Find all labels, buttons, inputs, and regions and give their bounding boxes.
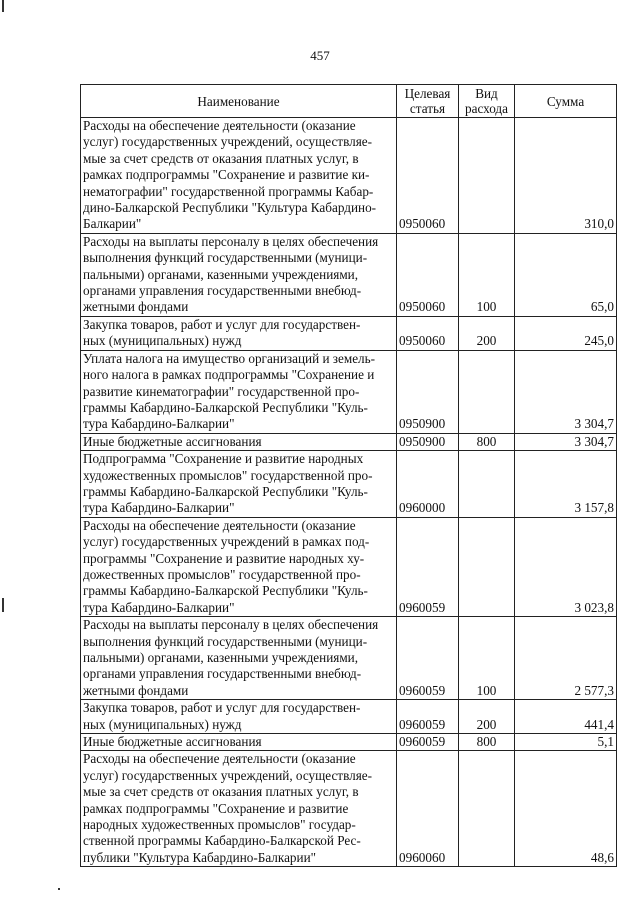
row-sum: 245,0 <box>515 316 617 350</box>
row-target-article: 0960060 <box>397 751 459 867</box>
row-target-article: 0950060 <box>397 233 459 316</box>
row-sum: 48,6 <box>515 751 617 867</box>
table-header-row <box>81 85 617 118</box>
row-expense-type <box>459 451 515 518</box>
scan-dot <box>58 888 60 890</box>
row-expense-type <box>459 350 515 433</box>
row-name: Расходы на выплаты персоналу в целях обеспечения выполнения функций государственными (муници- пальными) органами, казенными учреждениями, органами управления государственными внебюд- жетными фондами <box>81 233 397 316</box>
row-sum: 3 023,8 <box>515 517 617 616</box>
table-row <box>81 233 617 316</box>
table-row <box>81 734 617 751</box>
row-name: Расходы на обеспечение деятельности (оказание услуг) государственных учреждений в рамках под- программы "Сохранение и развитие народных ху- дожественных промыслов" государственной про- граммы Кабардино-Балкарской Республики "Куль- тура Кабардино-Балкарии" <box>81 517 397 616</box>
table-row <box>81 617 617 700</box>
table-row <box>81 751 617 867</box>
page-number: 457 <box>310 48 330 63</box>
row-sum: 3 304,7 <box>515 350 617 433</box>
row-sum: 3 304,7 <box>515 433 617 450</box>
scan-edge-mark-top <box>2 0 4 12</box>
row-expense-type <box>459 751 515 867</box>
row-target-article: 0950900 <box>397 350 459 433</box>
row-sum: 65,0 <box>515 233 617 316</box>
row-sum: 3 157,8 <box>515 451 617 518</box>
row-target-article: 0960059 <box>397 734 459 751</box>
table-row <box>81 517 617 616</box>
row-name: Расходы на обеспечение деятельности (оказание услуг) государственных учреждений, осуществляе- мые за счет средств от оказания платных услуг, в рамках подпрограммы "Сохранение и развитие ки- нематографии" государственной программы Кабар- дино-Балкарской Республики "Культура Кабардино- Балкарии" <box>81 118 397 234</box>
table-row <box>81 433 617 450</box>
table-row <box>81 316 617 350</box>
row-name: Закупка товаров, работ и услуг для государствен- ных (муниципальных) нужд <box>81 316 397 350</box>
row-name: Иные бюджетные ассигнования <box>81 433 397 450</box>
row-target-article: 0950900 <box>397 433 459 450</box>
row-sum: 441,4 <box>515 700 617 734</box>
row-sum: 5,1 <box>515 734 617 751</box>
table-row <box>81 451 617 518</box>
table-row <box>81 700 617 734</box>
row-target-article: 0950060 <box>397 316 459 350</box>
header-name: Наименование <box>81 85 397 118</box>
row-name: Подпрограмма "Сохранение и развитие народных художественных промыслов" государственной про- граммы Кабардино-Балкарской Республики "Куль- тура Кабардино-Балкарии" <box>81 451 397 518</box>
row-expense-type: 800 <box>459 734 515 751</box>
row-name: Расходы на обеспечение деятельности (оказание услуг) государственных учреждений, осуществляе- мые за счет средств от оказания платных услуг, в рамках подпрограммы "Сохранение и развитие народных художественных промыслов" государ- ственной программы Кабардино-Балкарской Рес- публики "Культура Кабардино-Балкарии" <box>81 751 397 867</box>
row-expense-type: 200 <box>459 700 515 734</box>
row-sum: 310,0 <box>515 118 617 234</box>
row-target-article: 0960059 <box>397 617 459 700</box>
row-expense-type: 100 <box>459 233 515 316</box>
table-row <box>81 350 617 433</box>
row-name: Закупка товаров, работ и услуг для государствен- ных (муниципальных) нужд <box>81 700 397 734</box>
budget-table <box>80 84 617 867</box>
header-sum: Сумма <box>515 85 617 118</box>
row-sum: 2 577,3 <box>515 617 617 700</box>
row-expense-type <box>459 118 515 234</box>
header-target-article: Целевая статья <box>397 85 459 118</box>
row-target-article: 0960059 <box>397 700 459 734</box>
row-expense-type: 800 <box>459 433 515 450</box>
row-name: Расходы на выплаты персоналу в целях обеспечения выполнения функций государственными (муници- пальными) органами, казенными учреждениями, органами управления государственными внебюд- жетными фондами <box>81 617 397 700</box>
table-row <box>81 118 617 234</box>
row-target-article: 0960000 <box>397 451 459 518</box>
row-target-article: 0960059 <box>397 517 459 616</box>
row-expense-type: 100 <box>459 617 515 700</box>
row-name: Уплата налога на имущество организаций и земель- ного налога в рамках подпрограммы "Сохранение и развитие кинематографии" государственной про- граммы Кабардино-Балкарской Республики "Куль- тура Кабардино-Балкарии" <box>81 350 397 433</box>
row-expense-type <box>459 517 515 616</box>
scan-edge-mark-middle <box>2 598 4 612</box>
row-expense-type: 200 <box>459 316 515 350</box>
row-name: Иные бюджетные ассигнования <box>81 734 397 751</box>
row-target-article: 0950060 <box>397 118 459 234</box>
header-expense-type: Вид расхода <box>459 85 515 118</box>
